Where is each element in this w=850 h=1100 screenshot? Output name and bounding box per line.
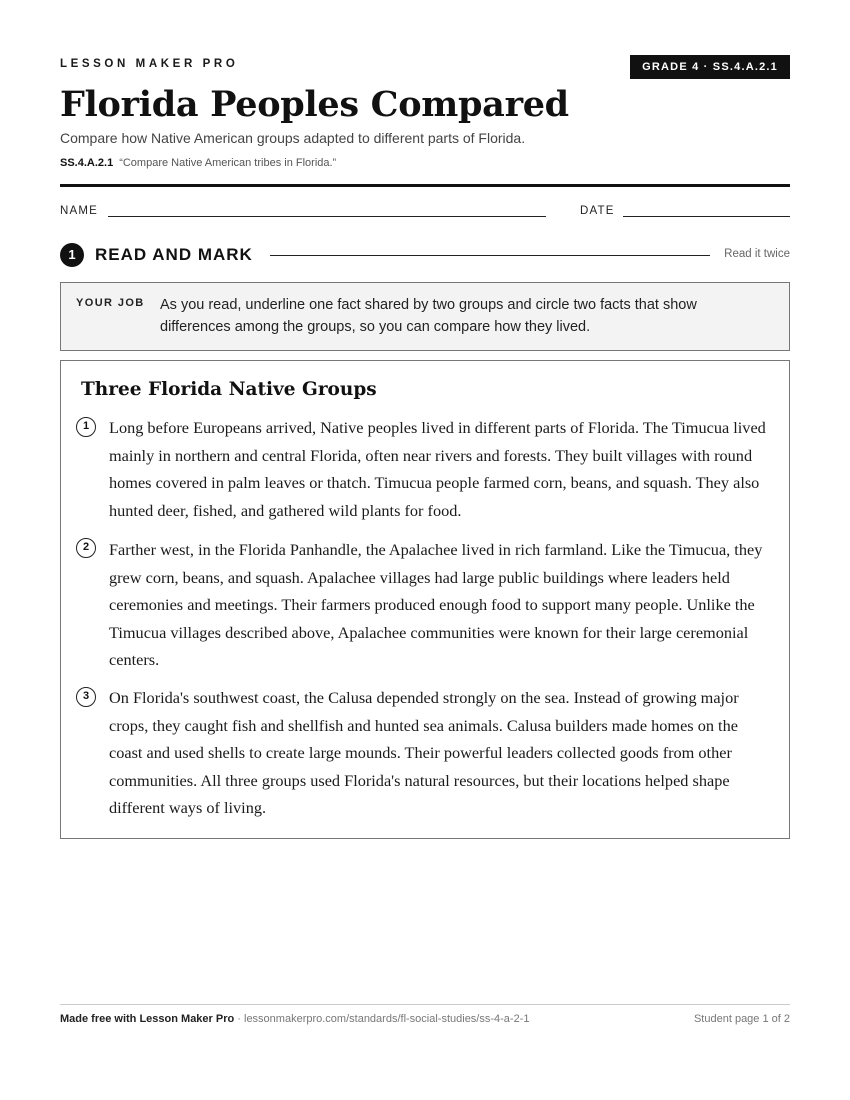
job-instructions: As you read, underline one fact shared by two groups and circle two facts that show differences among the groups, so you can compare how they lived. [160, 297, 697, 335]
page-title: Florida Peoples Compared [60, 84, 569, 125]
paragraph-number: 3 [76, 687, 96, 707]
date-label: DATE [580, 205, 615, 217]
standard-code: SS.4.A.2.1 [60, 157, 114, 169]
standard-line [60, 157, 336, 169]
page-subtitle: Compare how Native American groups adapted to different parts of Florida. [60, 130, 526, 146]
reading-passage [60, 360, 790, 839]
section-divider [270, 255, 710, 256]
job-box [60, 282, 790, 351]
footer-url[interactable]: · lessonmakerpro.com/standards/fl-social-studies/ss-4-a-2-1 [234, 1013, 530, 1025]
section-number-badge: 1 [60, 243, 84, 267]
section-title: READ AND MARK [95, 245, 253, 264]
grade-badge: GRADE 4 · SS.4.A.2.1 [630, 55, 790, 79]
paragraph-2: Farther west, in the Florida Panhandle, the Apalachee lived in rich farmland. Like the Timucua, they grew corn, beans, and squash. Apalachee villages had large public buildings where leaders held ceremonies and meetings. Their farmers produced enough food to support many people. Unlike the Timucua villages described above, Apalachee communities were known for their large ceremonial centers. [109, 540, 763, 669]
footer-divider [60, 1004, 790, 1005]
name-field[interactable] [108, 216, 546, 217]
job-label: YOUR JOB [76, 297, 145, 309]
reading-title: Three Florida Native Groups [81, 379, 377, 400]
footer-page-number: Student page 1 of 2 [693, 1013, 790, 1025]
section-hint: Read it twice [724, 248, 790, 260]
name-label: NAME [60, 205, 99, 217]
paragraph-1: Long before Europeans arrived, Native peoples lived in different parts of Florida. The Timucua lived mainly in northern and central Florida, often near rivers and forests. They built villages with round homes covered in palm leaves or thatch. Timucua people farmed corn, beans, and squash. They also hunted deer, fished, and gathered wild plants for food. [109, 418, 766, 520]
footer-credit [60, 1013, 530, 1025]
paragraph-3: On Florida's southwest coast, the Calusa depended strongly on the sea. Instead of growing major crops, they caught fish and shellfish and hunted sea animals. Calusa builders made homes on the coast and used shells to create large mounds. Their powerful leaders collected goods from other communities. All three groups used Florida's natural resources, but their locations helped shape different ways of living. [109, 688, 739, 817]
standard-quote: “Compare Native American tribes in Florida.” [119, 157, 337, 169]
footer-made-with: Made free with Lesson Maker Pro [60, 1013, 235, 1025]
header-divider [60, 184, 790, 187]
date-field[interactable] [623, 216, 790, 217]
paragraph-number: 2 [76, 538, 96, 558]
paragraph-number: 1 [76, 417, 96, 437]
brand-name: LESSON MAKER PRO [60, 58, 239, 70]
